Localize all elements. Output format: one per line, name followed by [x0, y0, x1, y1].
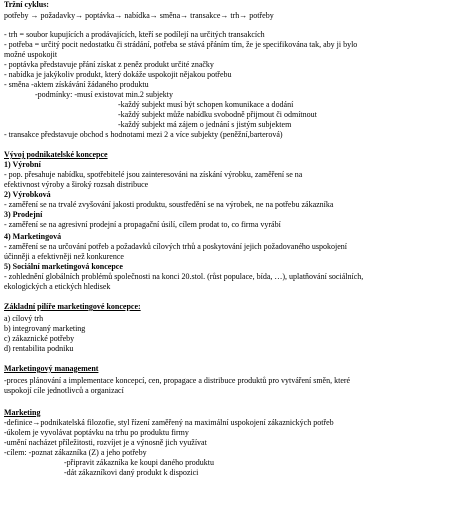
subheading: 3) Prodejní [4, 210, 43, 219]
heading-marketingovy-management: Marketingový management [4, 364, 99, 373]
text-line: - trh = soubor kupujících a prodávajících, kteří se podílejí na určitých transakcích [4, 30, 265, 39]
text-line: - zaměření se na agresivní prodejní a propagační úsilí, cílem prodat to, co firma vyrábí [4, 220, 281, 229]
list-item: c) zákaznické potřeby [4, 334, 75, 343]
subheading: 1) Výrobní [4, 160, 41, 169]
text-line: -každý subjekt může nabídku svobodně přijmout či odmítnout [118, 110, 317, 119]
text-line: - potřeba = určitý pocit nedostatku či strádání, potřeba se stává přáním tím, že je specifikována tak, aby ji bylo [4, 40, 358, 49]
text-line: -dát zákazníkovi daný produkt k dispozici [64, 468, 199, 477]
text-line: -připravit zákazníka ke koupi daného produktu [64, 458, 214, 467]
text-line: ekologických a etických hledisek [4, 282, 111, 291]
text-line: - zaměření se na určování potřeb a požadavků cílových trhů a poskytování jejich požadovaného uspokojení [4, 242, 347, 251]
text-line: -každý subjekt má zájem o jednání s jistým subjektem [118, 120, 292, 129]
text-line: účinněji a efektivněji než konkurence [4, 252, 124, 261]
text-line: možné uspokojit [4, 50, 58, 59]
text-line: uspokojí cíle jednotlivců a organizací [4, 386, 124, 395]
text-line: -podmínky: -musí existovat min.2 subjekty [35, 90, 173, 99]
list-item: b) integrovaný marketing [4, 324, 86, 333]
text-line: -cílem: -poznat zákazníka (Z) a jeho potřeby [4, 448, 147, 457]
text-line: - zohlednění globálních problémů společnosti na konci 20.stol. (růst populace, bída, …), uplatňování sociálních, [4, 272, 364, 281]
text-line: - transakce představuje obchod s hodnotami mezi 2 a více subjekty (peněžní,barterová) [4, 130, 283, 139]
heading-vyvoj-koncepce: Vývoj podnikatelské koncepce [4, 150, 108, 159]
text-line: -úkolem je vyvolávat poptávku na trhu po produktu firmy [4, 428, 189, 437]
text-line: potřeby → požadavky→ poptávka→ nabídka→ směna→ transakce→ trh→ potřeby [4, 11, 274, 20]
text-line: - nabídka je jakýkoliv produkt, který dokáže uspokojit nějakou potřebu [4, 70, 232, 79]
text-line: - poptávka představuje přání získat z peněz produkt určité značky [4, 60, 214, 69]
list-item: a) cílový trh [4, 314, 44, 323]
heading-marketing: Marketing [4, 408, 41, 417]
text-line: -definice→podnikatelská filozofie, styl řízení zaměřený na maximální uspokojení zákaznických potřeb [4, 418, 334, 427]
subheading: 5) Sociální marketingová koncepce [4, 262, 123, 271]
subheading: 2) Výrobková [4, 190, 51, 199]
text-line: - pop. přesahuje nabídku, spotřebitelé jsou zainteresováni na získání výrobku, zaměření se na [4, 170, 303, 179]
subheading: 4) Marketingová [4, 232, 62, 241]
text-line: -umění nacházet příležitosti, rozvíjet je a výnosně jich využívat [4, 438, 207, 447]
list-item: d) rentabilita podniku [4, 344, 74, 353]
heading-trzni-cyklus: Tržní cyklus: [4, 0, 49, 9]
text-line: efektivnost výroby a široký rozsah distribuce [4, 180, 149, 189]
text-line: - směna -aktem získávání žádaného produktu [4, 80, 149, 89]
text-line: -každý subjekt musí být schopen komunikace a dodání [118, 100, 294, 109]
text-line: - zaměření se na trvalé zvyšování jakosti produktu, soustředění se na výrobek, ne na potřebu zákazníka [4, 200, 334, 209]
heading-zakladni-pilire: Základní pilíře marketingové koncepce: [4, 302, 141, 311]
text-line: -proces plánování a implementace koncepcí, cen, propagace a distribuce produktů pro vytváření směn, které [4, 376, 351, 385]
